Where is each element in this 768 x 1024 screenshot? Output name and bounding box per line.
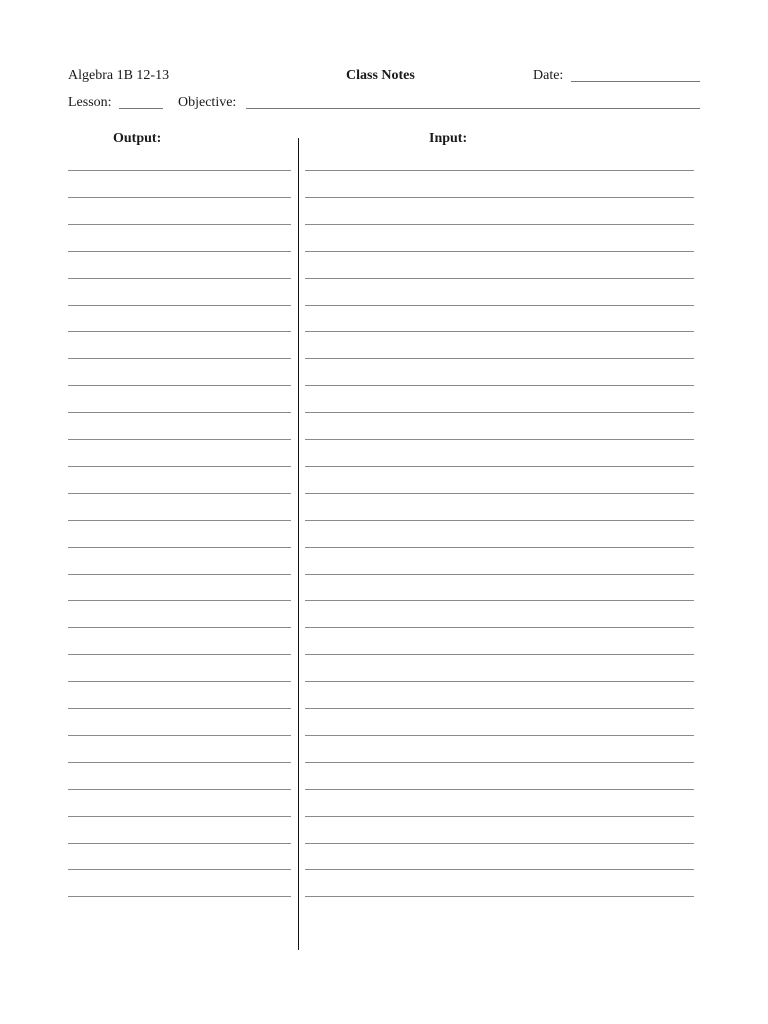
output-writing-line[interactable] xyxy=(68,627,291,628)
input-heading: Input: xyxy=(429,131,468,146)
output-writing-line[interactable] xyxy=(68,520,291,521)
input-writing-line[interactable] xyxy=(305,816,694,817)
output-writing-line[interactable] xyxy=(68,735,291,736)
input-writing-line[interactable] xyxy=(305,197,694,198)
input-writing-line[interactable] xyxy=(305,305,694,306)
output-writing-line[interactable] xyxy=(68,869,291,870)
course-title: Algebra 1B 12-13 xyxy=(68,68,170,83)
input-writing-line[interactable] xyxy=(305,170,694,171)
output-writing-line[interactable] xyxy=(68,843,291,844)
output-writing-line[interactable] xyxy=(68,278,291,279)
output-writing-line[interactable] xyxy=(68,789,291,790)
output-writing-line[interactable] xyxy=(68,708,291,709)
input-writing-line[interactable] xyxy=(305,843,694,844)
input-writing-line[interactable] xyxy=(305,547,694,548)
objective-field[interactable] xyxy=(246,108,700,109)
output-writing-line[interactable] xyxy=(68,493,291,494)
column-divider xyxy=(298,138,299,950)
output-writing-line[interactable] xyxy=(68,654,291,655)
input-writing-line[interactable] xyxy=(305,466,694,467)
input-writing-line[interactable] xyxy=(305,627,694,628)
input-writing-line[interactable] xyxy=(305,439,694,440)
input-writing-line[interactable] xyxy=(305,251,694,252)
output-heading: Output: xyxy=(113,131,162,146)
output-writing-line[interactable] xyxy=(68,547,291,548)
output-writing-line[interactable] xyxy=(68,170,291,171)
output-writing-line[interactable] xyxy=(68,224,291,225)
output-writing-line[interactable] xyxy=(68,762,291,763)
output-writing-line[interactable] xyxy=(68,412,291,413)
input-writing-line[interactable] xyxy=(305,331,694,332)
input-writing-line[interactable] xyxy=(305,762,694,763)
input-writing-line[interactable] xyxy=(305,789,694,790)
lesson-field[interactable] xyxy=(119,108,163,109)
output-writing-line[interactable] xyxy=(68,331,291,332)
date-field[interactable] xyxy=(571,81,700,82)
output-writing-line[interactable] xyxy=(68,600,291,601)
input-writing-line[interactable] xyxy=(305,896,694,897)
input-writing-line[interactable] xyxy=(305,278,694,279)
input-writing-line[interactable] xyxy=(305,654,694,655)
output-writing-line[interactable] xyxy=(68,385,291,386)
input-writing-line[interactable] xyxy=(305,708,694,709)
input-writing-line[interactable] xyxy=(305,358,694,359)
input-writing-line[interactable] xyxy=(305,735,694,736)
input-writing-line[interactable] xyxy=(305,600,694,601)
output-writing-line[interactable] xyxy=(68,466,291,467)
input-writing-line[interactable] xyxy=(305,681,694,682)
input-writing-line[interactable] xyxy=(305,520,694,521)
output-writing-line[interactable] xyxy=(68,681,291,682)
input-writing-line[interactable] xyxy=(305,574,694,575)
output-writing-line[interactable] xyxy=(68,358,291,359)
input-writing-line[interactable] xyxy=(305,493,694,494)
output-writing-line[interactable] xyxy=(68,439,291,440)
output-writing-line[interactable] xyxy=(68,896,291,897)
output-writing-line[interactable] xyxy=(68,251,291,252)
date-label: Date: xyxy=(533,68,564,83)
input-writing-line[interactable] xyxy=(305,412,694,413)
objective-label: Objective: xyxy=(178,95,237,110)
input-writing-line[interactable] xyxy=(305,385,694,386)
output-writing-line[interactable] xyxy=(68,574,291,575)
page-title: Class Notes xyxy=(346,68,415,83)
output-writing-line[interactable] xyxy=(68,197,291,198)
output-writing-line[interactable] xyxy=(68,816,291,817)
input-writing-line[interactable] xyxy=(305,869,694,870)
lesson-label: Lesson: xyxy=(68,95,112,110)
output-writing-line[interactable] xyxy=(68,305,291,306)
input-writing-line[interactable] xyxy=(305,224,694,225)
